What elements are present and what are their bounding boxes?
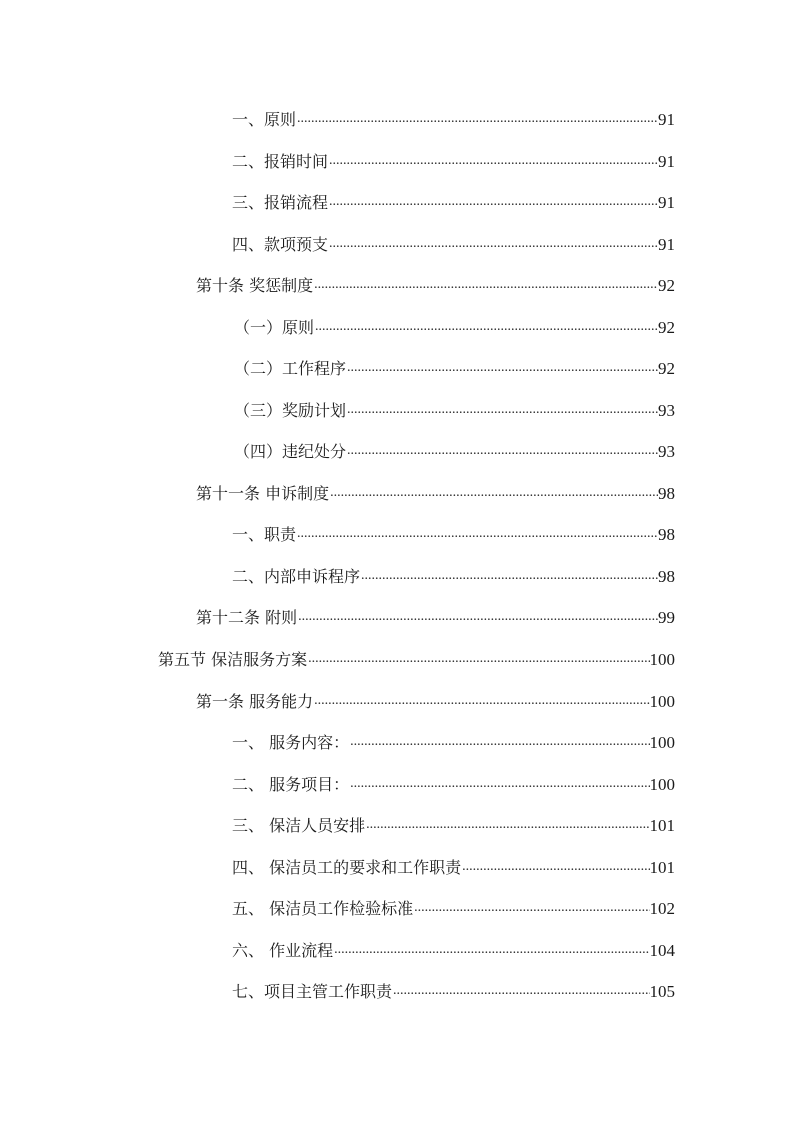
toc-entry-page: 98	[658, 484, 675, 503]
toc-entry-title: 四、款项预支	[232, 235, 329, 254]
toc-entry-title: 第十二条 附则	[196, 608, 298, 627]
toc-entry-title: （二）工作程序	[234, 359, 347, 378]
dot-leader	[350, 775, 649, 795]
toc-entry[interactable]	[232, 189, 675, 213]
dot-leader	[329, 235, 658, 255]
toc-entry-page: 100	[649, 775, 675, 794]
toc-entry-page: 105	[649, 982, 675, 1001]
toc-entry-page: 91	[658, 193, 675, 212]
toc-entry[interactable]	[232, 106, 675, 130]
dot-leader	[393, 982, 649, 1002]
toc-entry-page: 104	[649, 941, 675, 960]
dot-leader	[314, 276, 658, 296]
toc-entry-title: 一、原则	[232, 110, 297, 129]
toc-entry-title: 第一条 服务能力	[196, 692, 314, 711]
dot-leader	[329, 152, 658, 172]
dot-leader	[366, 816, 649, 836]
toc-entry-page: 91	[658, 110, 675, 129]
toc-entry[interactable]	[196, 480, 675, 504]
toc-entry-title: 第十条 奖惩制度	[196, 276, 314, 295]
dot-leader	[308, 650, 649, 670]
toc-entry-page: 91	[658, 152, 675, 171]
dot-leader	[330, 484, 658, 504]
toc-entry-title: 二、 服务项目：	[232, 775, 350, 794]
dot-leader	[347, 401, 658, 421]
toc-entry-title: 五、 保洁员工作检验标准	[232, 899, 414, 918]
toc-entry-title: 一、职责	[232, 525, 297, 544]
toc-entry-page: 98	[658, 567, 675, 586]
toc-entry-page: 101	[649, 858, 675, 877]
dot-leader	[297, 525, 658, 545]
toc-entry-page: 100	[649, 650, 675, 669]
dot-leader	[347, 442, 658, 462]
toc-entry-title: 二、报销时间	[232, 152, 329, 171]
toc-entry-page: 98	[658, 525, 675, 544]
toc-entry[interactable]	[232, 521, 675, 545]
toc-entry-title: 七、项目主管工作职责	[232, 982, 393, 1001]
toc-entry-page: 93	[658, 401, 675, 420]
dot-leader	[298, 608, 658, 628]
dot-leader	[414, 899, 649, 919]
toc-entry-page: 92	[658, 276, 675, 295]
toc-entry-title: 第五节 保洁服务方案	[158, 650, 308, 669]
toc-entry-page: 92	[658, 318, 675, 337]
toc-entry[interactable]	[232, 895, 675, 919]
toc-entry-page: 102	[649, 899, 675, 918]
dot-leader	[314, 692, 649, 712]
toc-entry-title: 第十一条 申诉制度	[196, 484, 330, 503]
toc-entry-page: 92	[658, 359, 675, 378]
toc-entry[interactable]	[234, 314, 675, 338]
dot-leader	[334, 941, 649, 961]
dot-leader	[350, 733, 649, 753]
toc-entry[interactable]	[234, 355, 675, 379]
toc-entry-title: 三、报销流程	[232, 193, 329, 212]
toc-entry[interactable]	[196, 604, 675, 628]
toc-entry[interactable]	[232, 563, 675, 587]
dot-leader	[347, 359, 658, 379]
toc-entry[interactable]	[232, 231, 675, 255]
toc-entry[interactable]	[232, 812, 675, 836]
toc-entry[interactable]	[196, 688, 675, 712]
toc-entry[interactable]	[232, 978, 675, 1002]
toc-entry[interactable]	[232, 771, 675, 795]
dot-leader	[361, 567, 658, 587]
toc-entry[interactable]	[158, 646, 675, 670]
toc-entry[interactable]	[232, 937, 675, 961]
dot-leader	[315, 318, 658, 338]
toc-entry-title: 二、内部申诉程序	[232, 567, 361, 586]
dot-leader	[329, 193, 658, 213]
toc-entry-title: 四、 保洁员工的要求和工作职责	[232, 858, 462, 877]
toc-entry-title: 三、 保洁人员安排	[232, 816, 366, 835]
toc-entry-title: （一）原则	[234, 318, 315, 337]
toc-entry[interactable]	[232, 854, 675, 878]
toc-entry-title: 一、 服务内容：	[232, 733, 350, 752]
toc-entry-page: 91	[658, 235, 675, 254]
toc-entry-title: （三）奖励计划	[234, 401, 347, 420]
toc-entry-title: （四）违纪处分	[234, 442, 347, 461]
toc-entry[interactable]	[234, 438, 675, 462]
toc-entry[interactable]	[232, 148, 675, 172]
toc-entry-page: 101	[649, 816, 675, 835]
toc-entry[interactable]	[234, 397, 675, 421]
toc-entry-page: 100	[649, 692, 675, 711]
dot-leader	[297, 110, 658, 130]
toc-entry-page: 100	[649, 733, 675, 752]
toc-entry[interactable]	[196, 272, 675, 296]
toc-entry-title: 六、 作业流程	[232, 941, 334, 960]
dot-leader	[462, 858, 649, 878]
toc-entry[interactable]	[232, 729, 675, 753]
toc-entry-page: 99	[658, 608, 675, 627]
toc-entry-page: 93	[658, 442, 675, 461]
